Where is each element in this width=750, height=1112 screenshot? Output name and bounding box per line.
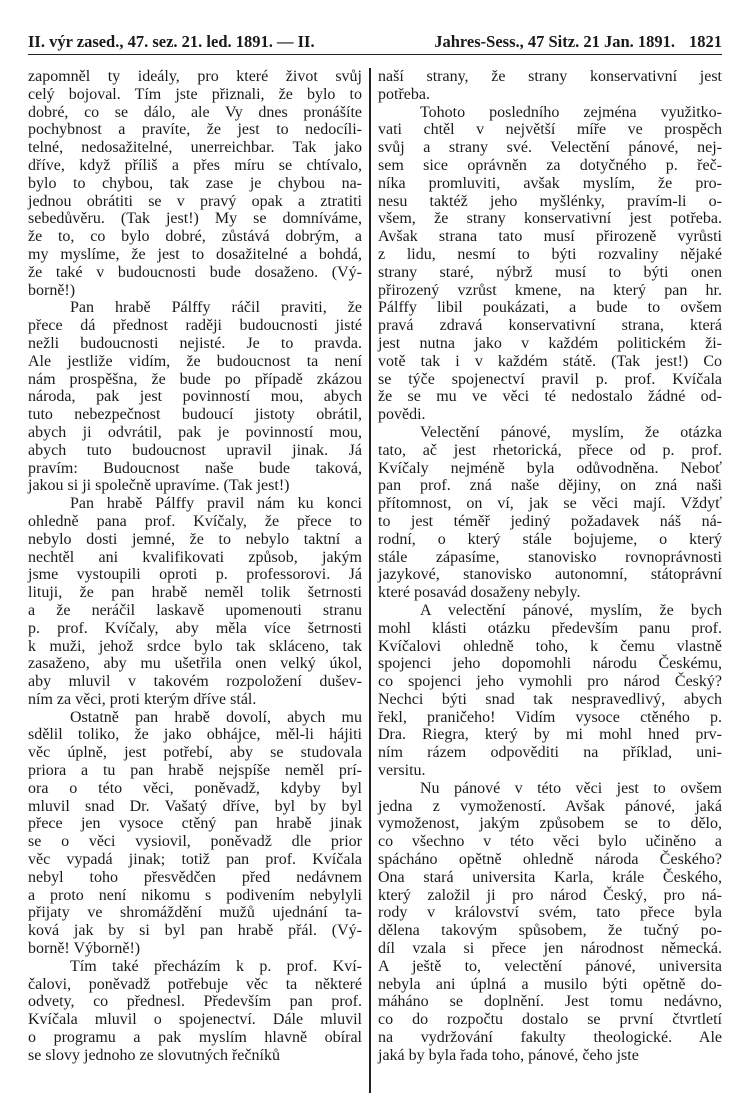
text-line: Pan hrabě Pálffy pravil nám ku konci [70,495,362,513]
text-line: priora a tu pan hrabě nejspíše neměl prí- [28,762,362,780]
text-line: Kvíčaly nejméně byla odůvodněna. Neboť [378,459,722,477]
text-line: a že neráčil laskavě upomenouti stranu [28,601,362,619]
text-line: versitu. [378,762,426,780]
text-line: votě tak i v každém státě. (Tak jest!) Co [378,352,722,370]
page-number: 1821 [689,32,722,51]
text-line: Velectění pánové, myslím, že otázka [420,423,722,441]
text-line: Pan hrabě Pálffy ráčil praviti, že [70,299,362,317]
text-line: mluvil snad Dr. Vašatý dříve, byl by byl [28,797,362,815]
text-line: pravá zdravá konservativní strana, která [378,317,722,335]
text-line: rody v království svém, tato přece byla [378,904,722,922]
text-line: Ale jestliže vidím, že budoucnost ta není [28,352,362,370]
text-line: na vydržování fakulty theologické. Ale [378,1029,722,1047]
text-line: strany staré, nýbrž musí to býti onen [378,263,722,281]
text-line: co do rozpočtu dostalo se první čtvrtletí [378,1011,722,1029]
text-line: Ostatně pan hrabě dovolí, abych mu [70,708,362,726]
text-line: které posavád dosaženy nebyly. [378,584,581,602]
text-line: národa, pak jest povinností mou, abych [28,388,362,406]
text-line: nebyl toho přesvědčen před nedávnem [28,868,362,886]
text-line: Nechci býti snad tak nespravedlivý, abych [378,690,722,708]
text-line: ním za věci, proti kterým dříve stál. [28,690,257,708]
running-header [28,30,722,55]
text-line: zapomněl ty ideály, pro které život svůj [28,68,362,85]
text-line: věc vypadá jinak; totiž pan prof. Kvíčala [28,851,362,869]
text-line: jazykové, stanovisko autonomní, státoprávní [378,566,722,584]
text-line: nebyla ani úplná a musilo býti opětně do- [378,975,722,993]
text-line: Kvíčalovi ohledně toho, k čemu vlastně [378,637,722,655]
text-line: spojenci jeho dopomohli národu Českému, [378,655,722,673]
header-czech: II. výr zased., 47. sez. 21. led. 1891. — II. [28,32,315,51]
text-line: dříve, když příliš a přes míru se chtívalo, [28,156,362,174]
text-line: A velectění pánové, myslím, že bych [420,601,722,619]
paragraph [28,299,362,495]
text-line: telné, nedosažitelné, unerreichbar. Tak jako [28,139,362,157]
text-line: máháno se doplnění. Jest tomu nedávno, [378,993,722,1011]
text-line: řekl, praničeho! Vidím vysoce ctěného p. [378,708,722,726]
paragraph [28,68,362,299]
right-column [378,68,722,1065]
text-line: lituji, že pan hrabě neměl tolik šetrnosti [28,584,362,602]
text-line: a proto není nikomu s podivením nebylyli [28,886,362,904]
text-line: ková jak by si byl pan hrabě přál. (Vý- [28,922,362,940]
text-line: nám prospěšna, že bude po případě zkázou [28,370,362,388]
text-line: přítomnost, on ví, jak se věci mají. Vždyť [378,495,722,513]
text-line: přece dá přednost raději budoucnosti jisté [28,317,362,335]
text-line: spácháno opětně ohledně národa Českého? [378,851,722,869]
text-line: ním rázem odpověditi na příklad, uni- [378,744,722,762]
text-line: jest nutna jako v každém politickém ži- [378,334,722,352]
text-line: se slovy jednoho ze slovutných řečníků [28,1046,280,1064]
paragraph [378,104,722,424]
text-line: přirozený vzrůst kmene, na který pan hr. [378,281,722,299]
text-line: všem, že strany konservativní jest potřeba. [378,210,722,228]
text-line: dobré, co se dálo, ale Vy dnes pronášíte [28,103,362,121]
text-line: ora o této věci, poněvadž, kdyby byl [28,779,362,797]
text-line: co všechno v této věci bylo učiněno a [378,833,722,851]
text-line: čalovi, poněvadž potřebuje věc ta některé [28,975,362,993]
text-line: Pálffy libil poukázati, a bude to ovšem [378,299,722,317]
text-line: naší strany, že strany konservativní jest [378,68,722,85]
text-line: jedna z vymožeností. Avšak pánové, jaká [378,797,722,815]
text-line: Dra. Riegra, který by mi mohl hned prv- [378,726,722,744]
text-line: to jest téměř jediný požadavek náš ná- [378,512,722,530]
text-line: ohledně pana prof. Kvíčaly, že přece to [28,512,362,530]
text-line: borně! Výborně!) [28,940,141,958]
text-line: borně!) [28,281,76,299]
text-line: k muži, jehož srdce bylo tak skláceno, tak [28,637,362,655]
text-line: vati chtěl v největší míře ve prospěch [378,121,722,139]
text-line: se týče spojenectví pravil p. prof. Kvíčala [378,370,722,388]
paragraph [28,495,362,709]
text-line: tuto nebezpečnost budoucí jistoty obrátil, [28,406,362,424]
text-line: aby mluvil v takovém rozpoložení dušev- [28,673,362,691]
text-line: sem sice oprávněn za dotyčného p. řeč- [378,156,722,174]
column-divider [369,68,371,1093]
text-line: jsme vystoupili oproti p. professorovi. Já [28,566,362,584]
text-line: my myslíme, že jest to dosažitelné a bohdá, [28,245,362,263]
text-line: nežli budoucnosti nejisté. Je to pravda. [28,334,362,352]
text-line: mohl klásti otázku především panu prof. [378,619,722,637]
text-line: Nu pánové v této věci jest to ovšem [420,779,722,797]
text-line: celý bojoval. Tím jste přiznali, že bylo to [28,85,362,103]
text-line: pochybnost a pravíte, že jest to nedocíli- [28,121,362,139]
text-line: níka promluviti, avšak myslím, že pro- [378,174,722,192]
text-line: Tím také přecházím k p. prof. Kví- [70,957,362,975]
text-line: Tohoto posledního zejména využitko- [420,103,722,121]
text-line: Avšak strana tato musí přirozeně vyrůsti [378,228,722,246]
text-line: dělena takovým spůsobem, že tučný po- [378,922,722,940]
paragraph [378,424,722,602]
text-line: potřeba. [378,85,430,103]
text-line: jaká by byla řada toho, pánové, čeho jste [378,1046,639,1064]
text-line: Ona stará universita Karla, krále Českého, [378,868,722,886]
text-line: p. prof. Kvíčaly, aby měla více šetrnosti [28,619,362,637]
text-line: který založil ji pro národ Český, pro ná- [378,886,722,904]
text-line: stále zápasíme, stanovisko rovnoprávnosti [378,548,722,566]
text-line: z lidu, nesmí to býti rozvaliny nějaké [378,245,722,263]
header-german: Jahres-Sess., 47 Sitz. 21 Jan. 1891. [434,32,675,51]
text-line: se o věci vysiovil, poněvadž dle prior [28,833,362,851]
text-line: věc úplně, jest potřebí, aby se studovala [28,744,362,762]
text-line: vymoženost, jakým způsobem se to dělo, [378,815,722,833]
text-line: jednou obrátiti se v pravý opak a ztratiti [28,192,362,210]
left-column [28,68,362,1065]
paragraph [378,602,722,780]
text-line: nesu taktéž jeho myšlénky, pravím-li o- [378,192,722,210]
text-line: svůj a strany své. Velectění pánové, nej- [378,139,722,157]
text-line: odvety, co přednesl. Především pan prof. [28,993,362,1011]
text-line: že to, co bylo dobré, zůstává dobrým, a [28,228,362,246]
text-line: pravím: Budoucnost naše bude taková, [28,459,362,477]
text-line: že se mu ve věci té nedostalo žádné od- [378,388,722,406]
text-line: o programu a pak myslím hlavně obíral [28,1029,362,1047]
text-line: přijaty ve shromáždění mužů ujednání ta- [28,904,362,922]
text-line: přece jen vysoce ctěný pan hrabě jinak [28,815,362,833]
header-german-group [434,32,722,52]
paragraph [28,958,362,1065]
text-line: že také v budoucnosti bude dosaženo. (Vý- [28,263,362,281]
text-line: abych tuto budoucnost upravil jinak. Já [28,441,362,459]
text-line: jakou si ji společně upravíme. (Tak jest!) [28,477,290,495]
paragraph [28,709,362,958]
text-line: Kvíčala mluvil o spojenectví. Dále mluvil [28,1011,362,1029]
text-line: bylo to chybou, tak zase je chybou na- [28,174,362,192]
text-line: díl vzala si přece jen národnost německá. [378,940,722,958]
text-line: rodní, o který stále bojujeme, o který [378,530,722,548]
text-line: zasaženo, aby mu ušetřila onen velký úkol, [28,655,362,673]
text-line: pan prof. zná naše dějiny, on zná naši [378,477,722,495]
text-line: povědi. [378,406,426,424]
text-line: tato, ač jest rhetorická, přece od p. prof. [378,441,722,459]
text-line: nechtěl ani kvalifikovati způsob, jakým [28,548,362,566]
text-line: sebedůvěru. (Tak jest!) My se domníváme, [28,210,362,228]
text-line: A ještě to, velectění pánové, universita [378,957,722,975]
paragraph [378,780,722,1065]
text-line: nebylo dosti jemné, že to nebylo taktní a [28,530,362,548]
text-line: sdělil toliko, že jako obhájce, měl-li hájiti [28,726,362,744]
text-line: abych ji odvrátil, pak je povinností mou, [28,423,362,441]
paragraph [378,68,722,104]
text-line: co spojenci jeho vymohli pro národ Český? [378,673,722,691]
